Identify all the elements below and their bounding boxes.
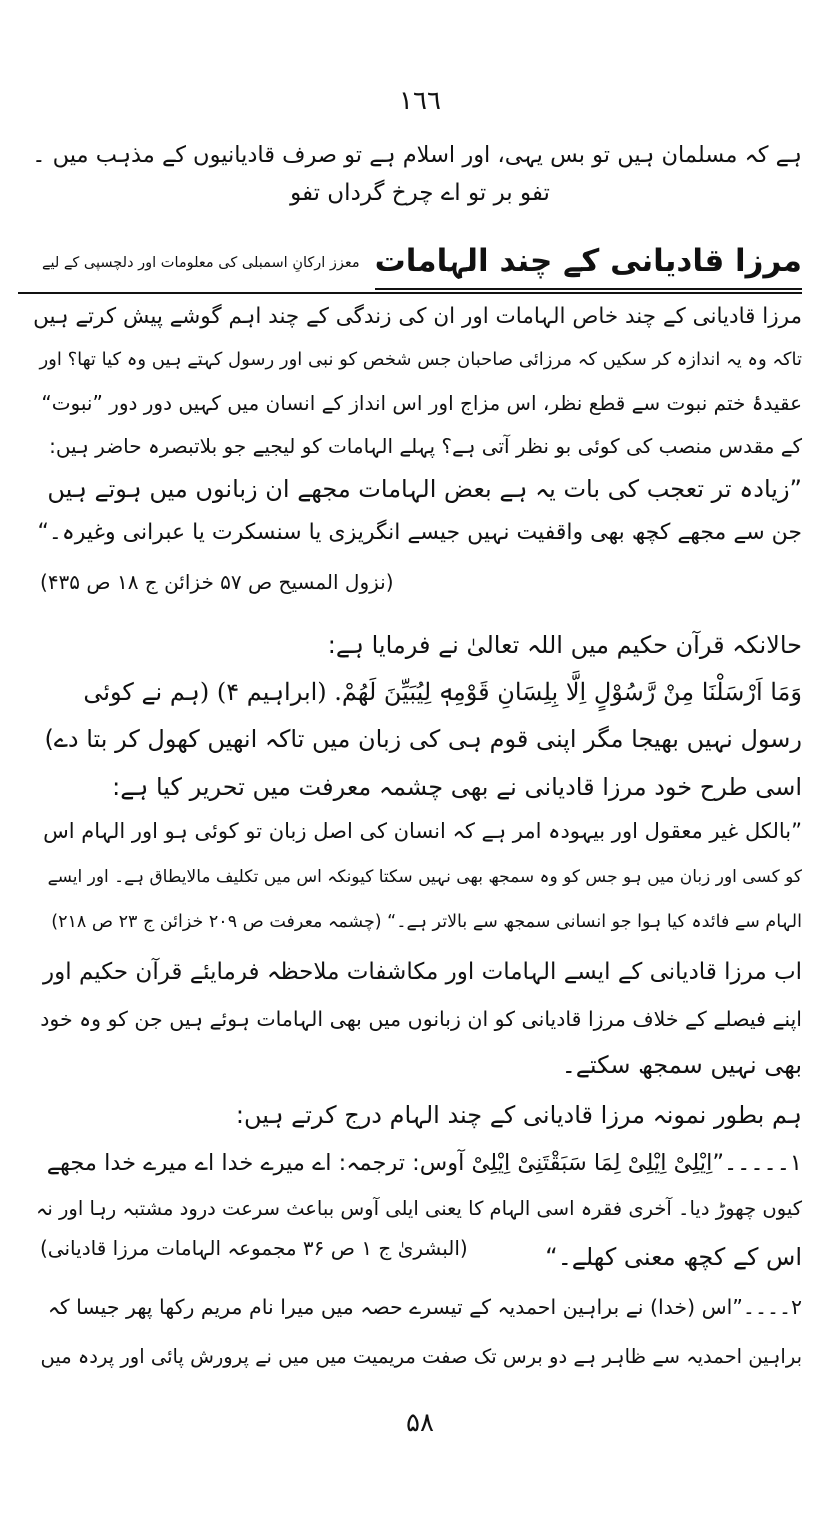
citation: (نزول المسیح ص ۵۷ خزائن ج ۱۸ ص ۴۳۵)	[40, 570, 394, 594]
quote-line: ”بالکل غیر معقول اور بیہودہ امر ہے کہ انسان کی اصل زبان تو کوئی ہو اور الہام اس	[43, 819, 802, 843]
citation: (البشریٰ ج ۱ ص ۳۶ مجموعہ الہامات مرزا قادیانی)	[40, 1236, 468, 1260]
paragraph-line: عقیدۂ ختم نبوت سے قطع نظر، اس مزاج اور اس انداز کے انسان میں کہیں دور دور ”نبوت“	[41, 391, 802, 415]
quote-line: جن سے مجھے کچھ بھی واقفیت نہیں جیسے انگریزی یا سنسکرت یا عبرانی وغیرہ۔“	[37, 520, 802, 545]
paragraph-line: تاکہ وہ یہ اندازہ کر سکیں کہ مرزائی صاحبان جس شخص کو نبی اور رسول کہتے ہیں وہ کیا تھا؟ اور	[39, 349, 802, 370]
section-heading	[42, 236, 802, 292]
paragraph-line: حالانکہ قرآن حکیم میں اللہ تعالیٰ نے فرمایا ہے:	[327, 631, 802, 659]
quran-translation-line: رسول نہیں بھیجا مگر اپنی قوم ہی کی زبان میں تاکہ انھیں کھول کر بتا دے)	[44, 725, 802, 753]
paragraph-line: ہم بطور نمونہ مرزا قادیانی کے چند الہام درج کرتے ہیں:	[235, 1101, 802, 1129]
list-item-line: ۱۔۔۔۔۔”اِیْلِیْ اِیْلِیْ لِمَا سَبَقْتَنِیْ اِیْلِیْ آوس: ترجمہ: اے میرے خدا اے میرے خدا مجھے	[46, 1150, 802, 1176]
quote-line: ”زیادہ تر تعجب کی بات یہ ہے بعض الہامات مجھے ان زبانوں میں ہوتے ہیں	[47, 475, 802, 503]
top-page-number: ١٦٦	[399, 86, 441, 116]
quote-line: الہام سے فائدہ کیا ہوا جو انسانی سمجھ سے بالاتر ہے۔“ (چشمہ معرفت ص ۲۰۹ خزائن ج ۲۳ ص ۲۱۸)	[51, 912, 802, 932]
heading-title: مرزا قادیانی کے چند الہامات	[375, 236, 802, 290]
heading-subtitle: معزز ارکانِ اسمبلی کی معلومات اور دلچسپی کے لیے	[42, 255, 360, 271]
quran-verse-line: وَمَا اَرْسَلْنَا مِنْ رَّسُوْلٍ اِلَّا بِلِسَانِ قَوْمِهٖ لِيُبَيِّنَ لَهُمْ. (ابراہیم ۴) (ہم نے کوئی	[83, 678, 802, 706]
list-item-line: ۲۔۔۔۔”اس (خدا) نے براہین احمدیہ کے تیسرے حصہ میں میرا نام مریم رکھا پھر جیسا کہ	[47, 1295, 802, 1319]
paragraph-line: کے مقدس منصب کی کوئی بو نظر آتی ہے؟ پہلے الہامات کو لیجیے جو بلاتبصرہ حاضر ہیں:	[49, 434, 802, 458]
list-item-line: اس کے کچھ معنی کھلے۔“	[545, 1243, 802, 1271]
paragraph-line: اسی طرح خود مرزا قادیانی نے بھی چشمہ معرفت میں تحریر کیا ہے:	[112, 773, 802, 801]
list-item-line: براہین احمدیہ سے ظاہر ہے دو برس تک صفت مریمیت میں میں نے پرورش پائی اور پردہ میں	[40, 1345, 802, 1368]
paragraph-line: بھی نہیں سمجھ سکتے۔	[561, 1051, 802, 1079]
bottom-page-number: ۵۸	[406, 1408, 434, 1438]
list-item-line: کیوں چھوڑ دیا۔ آخری فقرہ اسی الہام کا یعنی ایلی آوس بباعث سرعت درود مشتبہ رہا اور نہ	[35, 1197, 802, 1220]
heading-rule	[18, 292, 802, 294]
persian-verse: تفو بر تو اے چرخ گرداں تفو	[290, 180, 550, 206]
quote-line: کو کسی اور زبان میں ہو جس کو وہ سمجھ بھی نہیں سکتا کیونکہ اس میں تکلیف مالایطاق ہے۔ اور ایسے	[47, 867, 802, 887]
paragraph-line: مرزا قادیانی کے چند خاص الہامات اور ان کی زندگی کے چند اہم گوشے پیش کرتے ہیں	[33, 304, 802, 329]
intro-line: ہے کہ مسلمان ہیں تو بس یہی، اور اسلام ہے تو صرف قادیانیوں کے مذہب میں ۔	[32, 142, 802, 168]
paragraph-line: اب مرزا قادیانی کے ایسے الہامات اور مکاشفات ملاحظہ فرمایئے قرآن حکیم اور	[43, 959, 802, 985]
paragraph-line: اپنے فیصلے کے خلاف مرزا قادیانی کو ان زبانوں میں بھی الہامات ہوئے ہیں جن کو وہ خود	[40, 1007, 802, 1031]
